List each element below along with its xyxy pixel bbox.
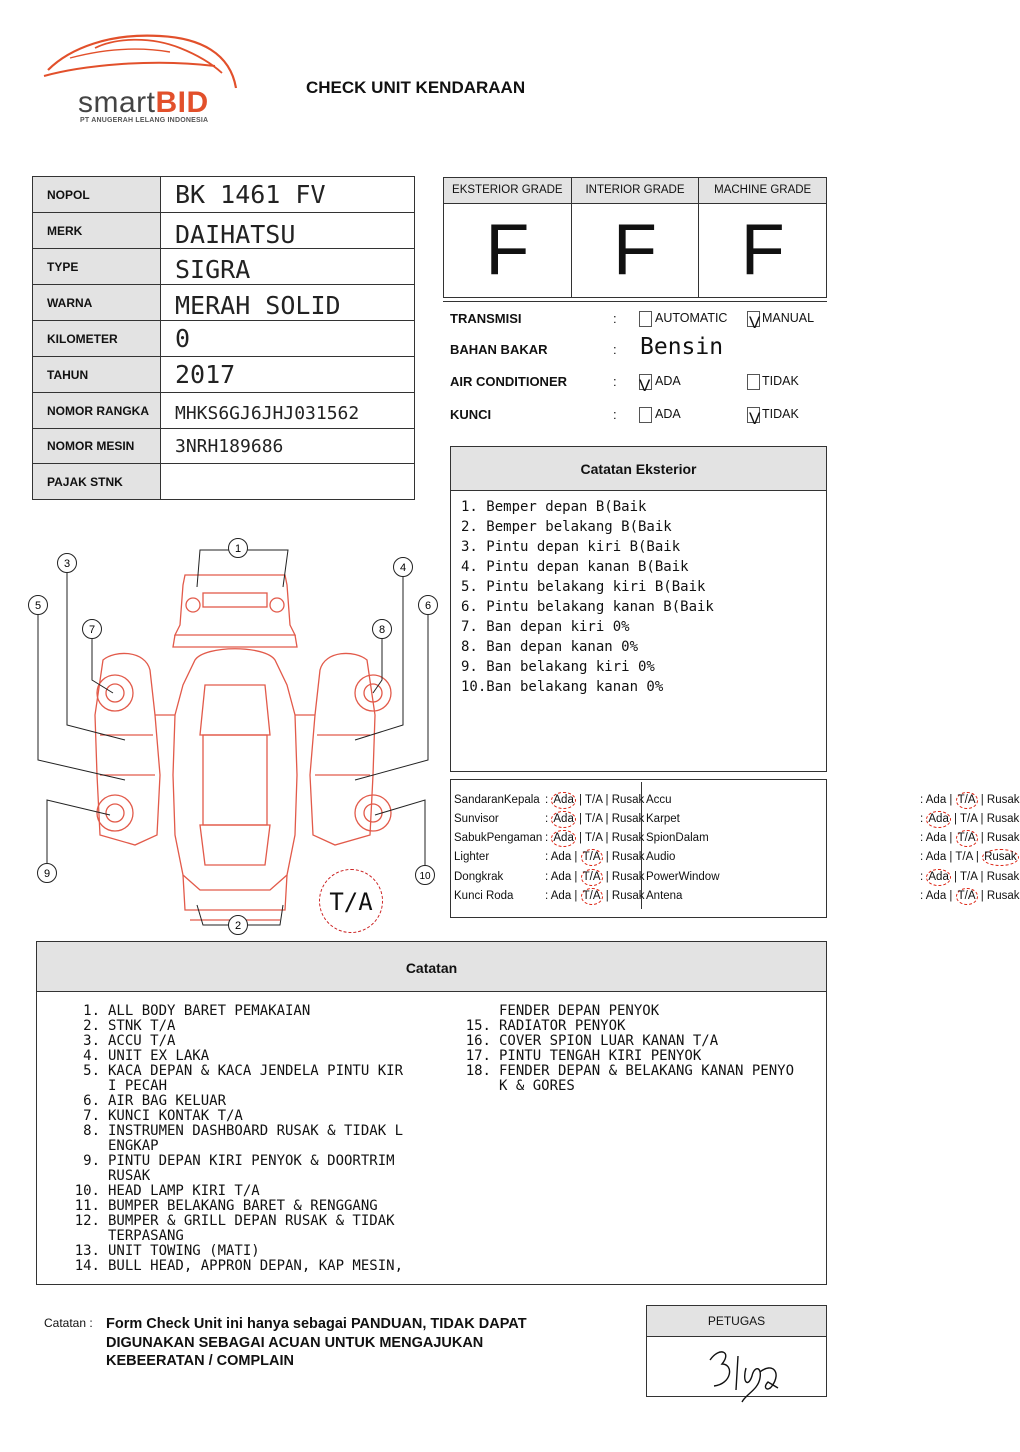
- note-line: [455, 1034, 794, 1049]
- spec-colon: :: [613, 374, 617, 389]
- interior-row-right: [646, 868, 1020, 887]
- list-item: 4. Pintu depan kanan B(Baik: [461, 559, 689, 575]
- note-text: HEAD LAMP KIRI T/A: [108, 1183, 260, 1199]
- list-item: 10.Ban belakang kanan 0%: [461, 679, 664, 695]
- note-number: 5.: [83, 1063, 100, 1079]
- left-side-view: [95, 653, 160, 845]
- interior-item-name: Dongkrak: [454, 871, 504, 883]
- interior-item-name: Audio: [646, 851, 676, 863]
- spec-label-bahan-bakar: BAHAN BAKAR: [450, 342, 548, 357]
- interior-row-right: [646, 848, 1017, 867]
- spec-colon: :: [613, 311, 617, 326]
- note-line: [64, 1154, 403, 1169]
- petugas-title: PETUGAS: [647, 1306, 826, 1337]
- interior-row-left: [454, 791, 644, 810]
- interior-option[interactable]: T/A: [585, 794, 603, 806]
- interior-option[interactable]: Ada: [925, 890, 947, 902]
- interior-option[interactable]: T/A: [581, 869, 603, 886]
- callout-6: [419, 596, 438, 615]
- identity-value: 2017: [175, 360, 236, 389]
- identity-value: DAIHATSU: [175, 220, 296, 249]
- interior-option[interactable]: Rusak: [986, 890, 1020, 902]
- callout-3: [58, 554, 77, 573]
- interior-option[interactable]: T/A: [581, 888, 603, 905]
- identity-label: PAJAK STNK: [33, 464, 161, 499]
- note-line: [64, 1229, 403, 1244]
- interior-option[interactable]: T/A: [585, 813, 603, 825]
- callout-10: [416, 866, 435, 885]
- interior-option[interactable]: Ada: [550, 851, 572, 863]
- interior-item-options: : Ada | T/A | Rusak: [545, 829, 644, 848]
- grade-value: F: [613, 210, 657, 290]
- note-line: [455, 1079, 794, 1094]
- interior-option[interactable]: T/A: [956, 830, 978, 847]
- divider: [443, 301, 827, 302]
- svg-text:5: 5: [34, 600, 42, 612]
- note-number: 13.: [74, 1243, 100, 1259]
- identity-label: KILOMETER: [33, 321, 161, 356]
- svg-text:8: 8: [378, 624, 386, 636]
- interior-item-options: : Ada | T/A | Rusak: [545, 848, 645, 867]
- identity-row: [33, 357, 414, 393]
- interior-option[interactable]: Rusak: [986, 813, 1020, 825]
- interior-item-name: SpionDalam: [646, 832, 709, 844]
- interior-option[interactable]: Ada: [551, 830, 575, 847]
- note-text: BULL HEAD, APPRON DEPAN, KAP MESIN,: [108, 1258, 404, 1274]
- interior-option[interactable]: Ada: [551, 792, 575, 809]
- identity-row: [33, 393, 414, 429]
- option-ac-ada: ADA: [655, 374, 681, 388]
- note-number: 6.: [83, 1093, 100, 1109]
- interior-item-options: : Ada | T/A | Rusak: [545, 868, 645, 887]
- note-number: 15.: [465, 1018, 491, 1034]
- note-line: [455, 1004, 794, 1019]
- svg-text:7: 7: [88, 624, 96, 636]
- checkbox-automatic[interactable]: [639, 311, 652, 327]
- note-line: [64, 1139, 403, 1154]
- interior-row-right: [646, 810, 1020, 829]
- grade-header: INTERIOR GRADE: [572, 178, 699, 204]
- footer-disclaimer: Form Check Unit ini hanya sebagai PANDUAN, TIDAK DAPAT DIGUNAKAN SEBAGAI ACUAN UNTUK MENGAJUKAN KEBEERATAN / COMPLAIN: [106, 1316, 527, 1369]
- note-line: [64, 1109, 403, 1124]
- note-text: INSTRUMEN DASHBOARD RUSAK & TIDAK L: [108, 1123, 404, 1139]
- interior-item-options: : Ada | T/A | Rusak: [920, 848, 1019, 867]
- note-text: FENDER DEPAN PENYOK: [499, 1003, 660, 1019]
- interior-option[interactable]: Ada: [926, 811, 950, 828]
- interior-row-left: [454, 848, 644, 867]
- option-manual: MANUAL: [762, 311, 815, 325]
- identity-value: 3NRH189686: [175, 435, 284, 457]
- interior-option[interactable]: Rusak: [611, 890, 645, 902]
- vehicle-identity-table: [32, 176, 415, 500]
- checkbox-ac-tidak[interactable]: [747, 374, 760, 390]
- list-item: 6. Pintu belakang kanan B(Baik: [461, 599, 714, 615]
- interior-row-left: [454, 829, 644, 848]
- interior-option[interactable]: T/A: [955, 851, 973, 863]
- identity-row: [33, 464, 414, 499]
- notes-left-column: [64, 1004, 403, 1274]
- svg-text:10: 10: [419, 871, 431, 882]
- note-line: [64, 1004, 403, 1019]
- list-item: 1. Bemper depan B(Baik: [461, 499, 647, 515]
- interior-item-name: Kunci Roda: [454, 890, 514, 902]
- car-damage-diagram: [25, 535, 445, 940]
- note-line: [64, 1079, 403, 1094]
- identity-value: 0: [175, 324, 191, 353]
- svg-text:3: 3: [63, 558, 71, 570]
- callout-8: [373, 620, 392, 639]
- list-item: 2. Bemper belakang B(Baik: [461, 519, 672, 535]
- note-number: [455, 1079, 491, 1094]
- note-text: STNK T/A: [108, 1018, 176, 1034]
- svg-text:6: 6: [424, 600, 432, 612]
- spec-colon: :: [613, 407, 617, 422]
- grade-value: F: [485, 210, 530, 290]
- note-text: ENGKAP: [108, 1138, 159, 1154]
- identity-label: NOMOR MESIN: [33, 429, 161, 463]
- note-line: [64, 1214, 403, 1229]
- spec-label-ac: AIR CONDITIONER: [450, 374, 567, 389]
- note-line: [455, 1019, 794, 1034]
- interior-item-options: : Ada | T/A | Rusak: [920, 829, 1020, 848]
- note-number: 3.: [83, 1033, 100, 1049]
- interior-option[interactable]: Ada: [926, 869, 950, 886]
- spec-label-kunci: KUNCI: [450, 407, 492, 422]
- notes-box: [36, 941, 827, 1285]
- interior-option[interactable]: T/A: [960, 871, 978, 883]
- interior-option[interactable]: Rusak: [611, 871, 645, 883]
- note-number: 16.: [465, 1033, 491, 1049]
- interior-item-name: Accu: [646, 794, 672, 806]
- note-text: KACA DEPAN & KACA JENDELA PINTU KIR: [108, 1063, 404, 1079]
- list-item: 9. Ban belakang kiri 0%: [461, 659, 655, 675]
- notes-title: Catatan: [37, 942, 826, 992]
- identity-value: MERAH SOLID: [175, 291, 341, 320]
- note-line: [64, 1244, 403, 1259]
- interior-item-options: : Ada | T/A | Rusak: [920, 791, 1020, 810]
- note-line: [64, 1019, 403, 1034]
- note-text: BUMPER & GRILL DEPAN RUSAK & TIDAK: [108, 1213, 395, 1229]
- interior-option[interactable]: T/A: [956, 888, 978, 905]
- note-number: [64, 1139, 100, 1154]
- note-text: AIR BAG KELUAR: [108, 1093, 227, 1109]
- note-text: UNIT TOWING (MATI): [108, 1243, 260, 1259]
- ta-stamp: T/A: [319, 869, 383, 933]
- note-text: KUNCI KONTAK T/A: [108, 1108, 243, 1124]
- note-text: K & GORES: [499, 1078, 575, 1094]
- note-number: [455, 1004, 491, 1019]
- smartbid-logo: [40, 28, 245, 133]
- interior-item-name: SabukPengaman: [454, 832, 543, 844]
- note-text: I PECAH: [108, 1078, 168, 1094]
- checkbox-kunci-ada[interactable]: [639, 407, 652, 423]
- note-text: BUMPER BELAKANG BARET & RENGGANG: [108, 1198, 378, 1214]
- option-kunci-ada: ADA: [655, 407, 681, 421]
- interior-row-right: [646, 829, 1020, 848]
- interior-item-name: Lighter: [454, 851, 490, 863]
- interior-option[interactable]: Ada: [551, 811, 575, 828]
- grade-table: [443, 177, 827, 298]
- notes-right-column: [455, 1004, 794, 1094]
- callout-2: [229, 916, 248, 935]
- interior-option[interactable]: Rusak: [982, 849, 1019, 866]
- interior-option[interactable]: T/A: [585, 832, 603, 844]
- spec-colon: :: [613, 342, 617, 357]
- interior-option[interactable]: Ada: [550, 890, 572, 902]
- callout-9: [38, 864, 57, 883]
- option-automatic: AUTOMATIC: [655, 311, 728, 325]
- note-line: [64, 1064, 403, 1079]
- note-number: 1.: [83, 1003, 100, 1019]
- petugas-box: [646, 1305, 827, 1397]
- logo-wordmark: smartBID: [78, 86, 209, 119]
- identity-label: NOMOR RANGKA: [33, 393, 161, 428]
- footer-label: Catatan :: [44, 1316, 93, 1330]
- note-number: 14.: [74, 1258, 100, 1274]
- check-mark-icon: V: [749, 313, 761, 332]
- interior-item-name: Karpet: [646, 813, 680, 825]
- interior-item-options: : Ada | T/A | Rusak: [920, 887, 1020, 906]
- identity-row: [33, 213, 414, 249]
- note-line: [455, 1064, 794, 1079]
- interior-item-options: : Ada | T/A | Rusak: [545, 810, 644, 829]
- interior-item-name: SandaranKepala: [454, 794, 540, 806]
- interior-option[interactable]: Rusak: [611, 851, 645, 863]
- list-item: 5. Pintu belakang kiri B(Baik: [461, 579, 706, 595]
- interior-option[interactable]: Ada: [550, 871, 572, 883]
- note-number: 17.: [465, 1048, 491, 1064]
- svg-text:2: 2: [234, 920, 242, 932]
- note-number: 11.: [74, 1198, 100, 1214]
- interior-checklist: [450, 779, 1020, 918]
- interior-item-name: Sunvisor: [454, 813, 499, 825]
- interior-row-left: [454, 868, 644, 887]
- callout-1: [229, 539, 248, 558]
- logo-company: PT ANUGERAH LELANG INDONESIA: [80, 117, 209, 124]
- interior-item-options: : Ada | T/A | Rusak: [920, 810, 1019, 829]
- interior-option[interactable]: Rusak: [986, 794, 1020, 806]
- interior-item-name: PowerWindow: [646, 871, 720, 883]
- note-line: [64, 1184, 403, 1199]
- interior-item-options: : Ada | T/A | Rusak: [920, 868, 1019, 887]
- option-ac-tidak: TIDAK: [762, 374, 799, 388]
- interior-row-right: [646, 791, 1020, 810]
- identity-label: MERK: [33, 213, 161, 248]
- interior-option[interactable]: Rusak: [611, 832, 645, 844]
- note-text: ALL BODY BARET PEMAKAIAN: [108, 1003, 311, 1019]
- grade-column: [444, 178, 572, 297]
- list-item: 7. Ban depan kiri 0%: [461, 619, 630, 635]
- interior-option[interactable]: Ada: [925, 832, 947, 844]
- interior-option[interactable]: Rusak: [611, 813, 645, 825]
- note-line: [64, 1169, 403, 1184]
- note-text: TERPASANG: [108, 1228, 184, 1244]
- note-text: UNIT EX LAKA: [108, 1048, 210, 1064]
- note-text: COVER SPION LUAR KANAN T/A: [499, 1033, 719, 1049]
- list-item: 8. Ban depan kanan 0%: [461, 639, 639, 655]
- identity-label: WARNA: [33, 285, 161, 320]
- identity-row: [33, 285, 414, 321]
- identity-value: [161, 464, 414, 499]
- signature-icon: [702, 1342, 792, 1397]
- note-number: [64, 1169, 100, 1184]
- note-number: 8.: [83, 1123, 100, 1139]
- note-line: [455, 1049, 794, 1064]
- identity-row: [33, 177, 414, 213]
- grade-header: EKSTERIOR GRADE: [444, 178, 571, 204]
- interior-option[interactable]: T/A: [960, 813, 978, 825]
- interior-option[interactable]: Ada: [925, 851, 947, 863]
- callout-4: [394, 558, 413, 577]
- note-line: [64, 1049, 403, 1064]
- interior-option[interactable]: Rusak: [986, 871, 1020, 883]
- note-text: PINTU TENGAH KIRI PENYOK: [499, 1048, 702, 1064]
- spec-label-transmisi: TRANSMISI: [450, 311, 522, 326]
- note-number: [64, 1079, 100, 1094]
- note-number: 2.: [83, 1018, 100, 1034]
- identity-label: TYPE: [33, 249, 161, 284]
- identity-label: TAHUN: [33, 357, 161, 392]
- note-text: RADIATOR PENYOK: [499, 1018, 626, 1034]
- check-mark-icon: V: [749, 409, 761, 428]
- svg-text:1: 1: [234, 543, 242, 555]
- note-number: 12.: [74, 1213, 100, 1229]
- identity-value: SIGRA: [175, 255, 251, 284]
- note-number: [64, 1229, 100, 1244]
- fuel-value: Bensin: [640, 334, 724, 360]
- page-title: CHECK UNIT KENDARAAN: [306, 78, 526, 97]
- note-line: [64, 1094, 403, 1109]
- exterior-notes-title: Catatan Eksterior: [451, 447, 826, 491]
- interior-row-right: [646, 887, 1020, 906]
- interior-item-options: : Ada | T/A | Rusak: [545, 791, 644, 810]
- identity-value: BK 1461 FV: [175, 180, 326, 209]
- note-text: RUSAK: [108, 1168, 151, 1184]
- identity-label: NOPOL: [33, 177, 161, 212]
- interior-item-name: Antena: [646, 890, 683, 902]
- front-view: [175, 575, 295, 635]
- note-line: [64, 1259, 403, 1274]
- interior-option[interactable]: Rusak: [986, 832, 1020, 844]
- grade-column: [699, 178, 826, 297]
- interior-option[interactable]: Rusak: [611, 794, 645, 806]
- svg-text:4: 4: [399, 562, 407, 574]
- interior-option[interactable]: T/A: [581, 849, 603, 866]
- exterior-notes-box: [450, 446, 827, 772]
- option-kunci-tidak: TIDAK: [762, 407, 799, 421]
- callout-5: [29, 596, 48, 615]
- note-number: 9.: [83, 1153, 100, 1169]
- identity-value: MHKS6GJ6JHJ031562: [175, 403, 360, 424]
- grade-header: MACHINE GRADE: [699, 178, 826, 204]
- note-number: 4.: [83, 1048, 100, 1064]
- note-line: [64, 1199, 403, 1214]
- interior-item-options: : Ada | T/A | Rusak: [545, 887, 645, 906]
- note-number: 10.: [74, 1183, 100, 1199]
- callout-7: [83, 620, 102, 639]
- identity-row: [33, 249, 414, 285]
- interior-option[interactable]: Ada: [925, 794, 947, 806]
- identity-row: [33, 429, 414, 464]
- exterior-notes-list: [451, 491, 826, 697]
- grade-value: F: [740, 210, 785, 290]
- note-line: [64, 1124, 403, 1139]
- note-text: PINTU DEPAN KIRI PENYOK & DOORTRIM: [108, 1153, 395, 1169]
- grade-column: [572, 178, 700, 297]
- check-mark-icon: V: [639, 376, 651, 395]
- note-number: 7.: [83, 1108, 100, 1124]
- identity-row: [33, 321, 414, 357]
- note-text: FENDER DEPAN & BELAKANG KANAN PENYO: [499, 1063, 795, 1079]
- interior-row-left: [454, 887, 644, 906]
- list-item: 3. Pintu depan kiri B(Baik: [461, 539, 681, 555]
- svg-text:9: 9: [43, 868, 51, 880]
- note-number: 18.: [465, 1063, 491, 1079]
- note-line: [64, 1034, 403, 1049]
- note-text: ACCU T/A: [108, 1033, 176, 1049]
- interior-option[interactable]: T/A: [956, 792, 978, 809]
- interior-row-left: [454, 810, 644, 829]
